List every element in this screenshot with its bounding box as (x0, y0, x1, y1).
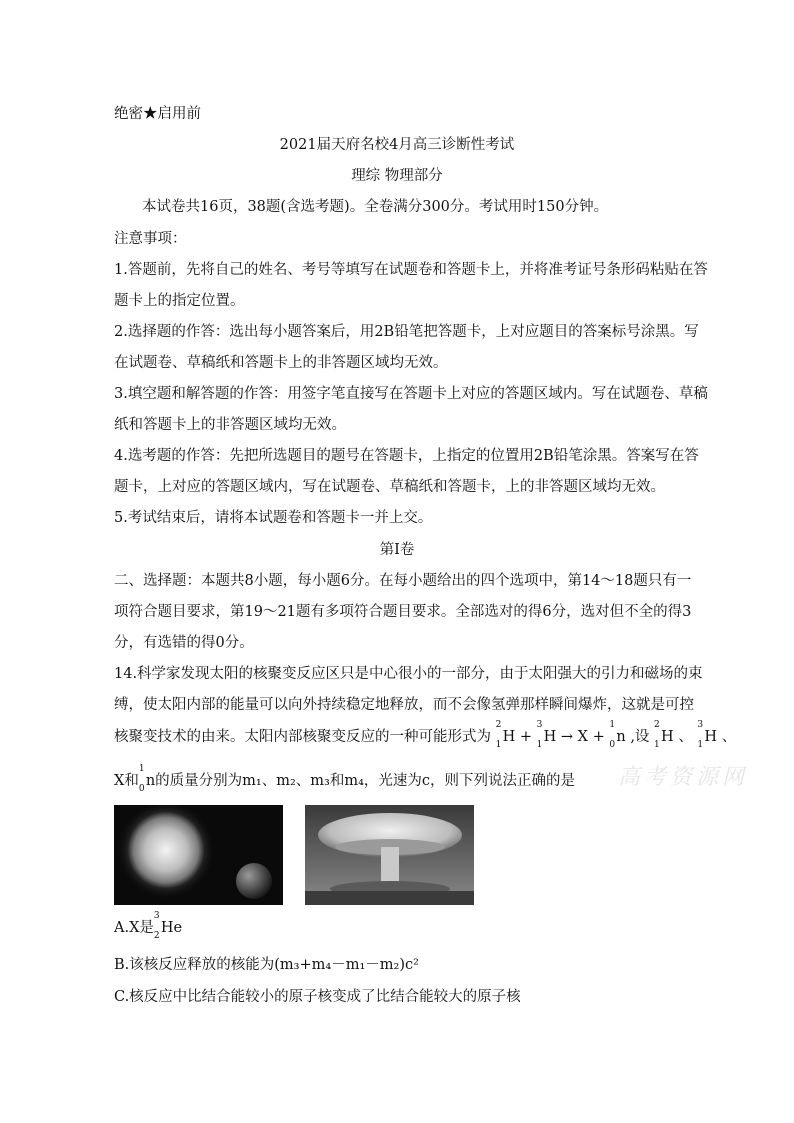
option-a-prefix: A.X是 (114, 920, 154, 936)
sun-planet-image (114, 805, 283, 905)
arrow-icon: → (560, 729, 574, 745)
x-symbol: X (577, 729, 588, 745)
notes-line: 4.选考题的作答：先把所选题目的题号在答题卡，上指定的位置用2B铅笔涂黑。答案写在答 (114, 448, 699, 464)
plus-sign: + (592, 729, 605, 745)
nuclide-h3: 3 1 H (536, 720, 557, 750)
section-line: 分，有选错的得0分。 (114, 635, 254, 651)
exam-title: 2021届天府名校4月高三诊断性考试 (279, 137, 515, 153)
section-line: 二、选择题：本题共8小题，每小题6分。在每小题给出的四个选项中，第14～18题只有一 (114, 573, 692, 589)
section-title: 第I卷 (379, 542, 415, 558)
notes-line: 在试题卷、草稿纸和答题卡上的非答题区域均无效。 (114, 355, 448, 371)
section-line: 项符合题目要求，第19～21题有多项符合题目要求。全部选对的得6分，选对但不全的得3 (114, 604, 692, 620)
nuclide-h3: 3 1 H (697, 720, 718, 750)
option-a (114, 911, 183, 941)
q14-mass-line (114, 764, 576, 794)
nuclide-h2: 2 1 H (654, 720, 674, 750)
q14-line: 缚，使太阳内部的能量可以向外持续稳定地释放，而不会像氢弹那样瞬间爆炸，这就是可控 (114, 697, 694, 713)
secret-label: 绝密★启用前 (114, 106, 201, 122)
notes-line: 5.考试结束后，请将本试题卷和答题卡一并上交。 (114, 510, 433, 526)
notes-line: 2.选择题的作答：选出每小题答案后，用2B铅笔把答题卡，上对应题目的答案标号涂黑。写 (114, 324, 699, 340)
notes-line: 3.填空题和解答题的作答：用签字笔直接写在答题卡上对应的答题区域内。写在试题卷、草稿 (114, 386, 708, 402)
notes-line: 纸和答题卡上的非答题区域均无效。 (114, 417, 346, 433)
nuclide-n: 1 0 n (138, 764, 156, 794)
option-b: B.该核反应释放的核能为(m₃+m₄－m₁－m₂)c² (114, 957, 419, 973)
plus-sign: + (519, 729, 533, 745)
exam-intro: 本试卷共16页，38题(含选考题)。全卷满分300分。考试用时150分钟。 (142, 199, 609, 215)
notes-heading: 注意事项： (114, 231, 187, 247)
mushroom-cloud-image (305, 805, 474, 905)
separator: 、 (678, 729, 693, 745)
notes-line: 题卡上的指定位置。 (114, 293, 245, 309)
q14-mass-suffix: 的质量分别为m₁、m₂、m₃和m₄，光速为c，则下列说法正确的是 (155, 773, 576, 789)
q14-mass-prefix: X和 (114, 773, 139, 789)
notes-line: 题卡，上对应的答题区域内，写在试题卷、草稿纸和答题卡，上的非答题区域均无效。 (114, 479, 665, 495)
q14-eq-suffix: ,设 (630, 729, 650, 745)
option-c: C.核反应中比结合能较小的原子核变成了比结合能较大的原子核 (114, 989, 521, 1005)
nuclide-he: 3 2 He (153, 911, 183, 941)
nuclide-h2: 2 1 H (495, 720, 516, 750)
q14-eq-prefix: 核聚变技术的由来。太阳内部核聚变反应的一种可能形式为 (114, 729, 491, 745)
q14-line: 14.科学家发现太阳的核聚变反应区只是中心很小的一部分，由于太阳强大的引力和磁场的束 (114, 666, 703, 682)
watermark: 高考资源网 (618, 765, 749, 790)
separator: 、 (721, 729, 737, 745)
q14-equation-line (114, 720, 737, 750)
exam-subtitle: 理综 物理部分 (351, 168, 443, 184)
notes-line: 1.答题前，先将自己的姓名、考号等填写在试题卷和答题卡上，并将准考证号条形码粘贴在答 (114, 262, 708, 278)
nuclide-n: 1 0 n (609, 720, 626, 750)
